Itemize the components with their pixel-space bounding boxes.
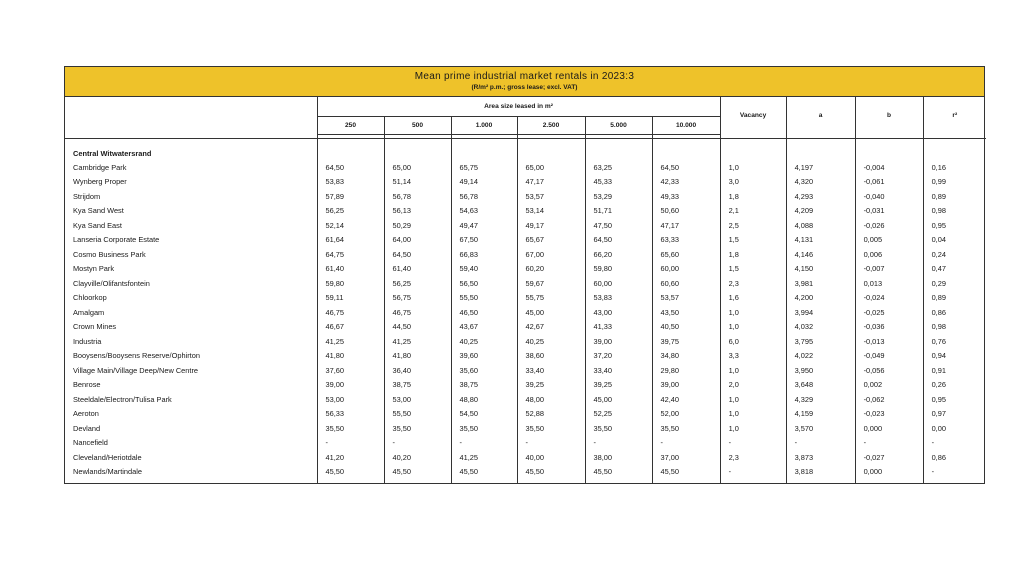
rental-cell: 56,25 [317,204,384,219]
rental-cell: 47,17 [652,218,720,233]
rental-cell: 34,80 [652,349,720,364]
vacancy-cell: 2,3 [720,450,786,465]
r2-header: r² [923,97,986,135]
rental-cell: 52,00 [652,407,720,422]
vacancy-cell: 1,0 [720,407,786,422]
r2-cell: 0,99 [923,175,986,190]
vacancy-cell: 3,3 [720,349,786,364]
rental-cell: 29,80 [652,363,720,378]
b-cell: 0,002 [855,378,923,393]
rental-cell: 64,50 [384,247,451,262]
a-cell: 3,950 [786,363,855,378]
rental-cell: 40,25 [517,334,585,349]
b-cell: -0,004 [855,160,923,175]
rental-cell: 41,25 [384,334,451,349]
rental-cell: 59,80 [317,276,384,291]
b-cell: -0,040 [855,189,923,204]
rental-cell: 59,80 [585,262,652,277]
size-header: 5.000 [585,117,652,135]
rental-cell: - [317,436,384,451]
rental-cell: 39,25 [585,378,652,393]
rental-cell: 45,50 [517,465,585,484]
table-row [65,392,986,407]
rental-cell: 54,50 [451,407,517,422]
rental-cell: 35,50 [517,421,585,436]
rental-cell: 46,67 [317,320,384,335]
r2-cell: 0,94 [923,349,986,364]
rental-cell: 46,50 [451,305,517,320]
table-title-banner [65,67,984,97]
rental-cell: 55,50 [451,291,517,306]
r2-cell: 0,29 [923,276,986,291]
header-blank [65,97,317,135]
area-name-cell: Wynberg Proper [73,177,127,187]
rental-cell: 41,20 [317,450,384,465]
rental-cell: 39,60 [451,349,517,364]
rental-cell: 37,60 [317,363,384,378]
table-row [65,160,986,175]
rental-cell: 42,33 [652,175,720,190]
vacancy-cell: 1,0 [720,392,786,407]
a-cell: 3,648 [786,378,855,393]
rental-cell: 45,00 [517,305,585,320]
a-cell: 4,197 [786,160,855,175]
vacancy-cell: 2,1 [720,204,786,219]
r2-cell: 0,76 [923,334,986,349]
b-cell: -0,027 [855,450,923,465]
a-cell: 4,329 [786,392,855,407]
rental-cell: 60,00 [585,276,652,291]
rental-cell: 56,78 [451,189,517,204]
rental-cell: 42,67 [517,320,585,335]
rental-cell: 33,40 [517,363,585,378]
a-header: a [786,97,855,135]
vacancy-cell: 1,8 [720,189,786,204]
rental-cell: 56,78 [384,189,451,204]
table-row [65,436,986,451]
rental-cell: 65,00 [517,160,585,175]
rental-cell: 66,20 [585,247,652,262]
rental-cell: 38,00 [585,450,652,465]
rental-cell: 56,33 [317,407,384,422]
rental-cell: 54,63 [451,204,517,219]
a-cell: 4,032 [786,320,855,335]
rental-cell: 52,25 [585,407,652,422]
a-cell: 4,146 [786,247,855,262]
vacancy-header: Vacancy [720,97,786,135]
rental-cell: - [652,436,720,451]
b-cell: 0,013 [855,276,923,291]
a-cell: 3,873 [786,450,855,465]
table-row [65,218,986,233]
rental-cell: 53,57 [652,291,720,306]
rental-cell: 35,50 [652,421,720,436]
rental-cell: 65,75 [451,160,517,175]
b-cell: -0,023 [855,407,923,422]
rental-cell: 59,11 [317,291,384,306]
table-row [65,262,986,277]
size-header: 500 [384,117,451,135]
table-row [65,233,986,248]
r2-cell: 0,24 [923,247,986,262]
vacancy-cell: 1,0 [720,421,786,436]
rental-cell: 37,20 [585,349,652,364]
rental-cell: 56,25 [384,276,451,291]
a-cell: 3,570 [786,421,855,436]
vacancy-cell: 1,0 [720,363,786,378]
rental-cell: 49,14 [451,175,517,190]
b-header: b [855,97,923,135]
a-cell: 3,994 [786,305,855,320]
rental-cell: 50,29 [384,218,451,233]
r2-cell: 0,86 [923,450,986,465]
table-row [65,421,986,436]
b-cell: 0,000 [855,421,923,436]
table-row [65,175,986,190]
r2-cell: 0,86 [923,305,986,320]
rental-cell: 51,14 [384,175,451,190]
table-title: Mean prime industrial market rentals in 2023:3 [414,71,635,82]
rental-cell: 35,50 [585,421,652,436]
a-cell: 4,200 [786,291,855,306]
vacancy-cell: 3,0 [720,175,786,190]
rental-cell: 67,00 [517,247,585,262]
vacancy-cell: 1,8 [720,247,786,262]
rental-cell: 43,67 [451,320,517,335]
a-cell: 4,159 [786,407,855,422]
vacancy-cell: 1,5 [720,233,786,248]
a-cell: - [786,436,855,451]
rental-cell: 45,00 [585,392,652,407]
rentals-table [65,97,986,483]
rental-cell: - [384,436,451,451]
a-cell: 3,981 [786,276,855,291]
rental-cell: 45,50 [652,465,720,484]
rental-cell: 47,17 [517,175,585,190]
b-cell: -0,024 [855,291,923,306]
table-row [65,349,986,364]
area-name-cell: Clayville/Olifantsfontein [73,278,150,288]
rental-cell: 37,00 [652,450,720,465]
a-cell: 4,131 [786,233,855,248]
area-name-cell: Strijdom [73,191,101,201]
rental-cell: 38,75 [451,378,517,393]
rental-cell: 64,50 [652,160,720,175]
rentals-table-panel [64,66,985,484]
rental-cell: 56,75 [384,291,451,306]
a-cell: 4,150 [786,262,855,277]
b-cell: -0,062 [855,392,923,407]
area-name-cell: Lanseria Corporate Estate [73,235,160,245]
rental-cell: 60,60 [652,276,720,291]
table-row [65,204,986,219]
a-cell: 3,795 [786,334,855,349]
rental-cell: 48,80 [451,392,517,407]
rental-cell: 35,50 [317,421,384,436]
r2-cell: - [923,436,986,451]
rental-cell: 65,67 [517,233,585,248]
rental-cell: 61,40 [317,262,384,277]
rental-cell: 53,14 [517,204,585,219]
area-name-cell: Benrose [73,380,101,390]
r2-cell: 0,98 [923,320,986,335]
area-name-cell: Booysens/Booysens Reserve/Ophirton [73,351,200,361]
a-cell: 4,022 [786,349,855,364]
r2-cell: 0,98 [923,204,986,219]
r2-cell: 0,04 [923,233,986,248]
rental-cell: 45,33 [585,175,652,190]
rental-cell: 51,71 [585,204,652,219]
vacancy-cell: 1,6 [720,291,786,306]
table-row [65,450,986,465]
rental-cell: 36,40 [384,363,451,378]
b-cell: 0,000 [855,465,923,484]
rental-cell: 63,25 [585,160,652,175]
table-row [65,247,986,262]
rental-cell: 41,25 [451,450,517,465]
rental-cell: 60,20 [517,262,585,277]
rental-cell: 53,83 [317,175,384,190]
rental-cell: 56,50 [451,276,517,291]
rental-cell: - [517,436,585,451]
rental-cell: 53,83 [585,291,652,306]
b-cell: -0,013 [855,334,923,349]
b-cell: -0,056 [855,363,923,378]
area-name-cell: Kya Sand West [73,206,124,216]
area-name-cell: Cleveland/Heriotdale [73,452,142,462]
rental-cell: 60,00 [652,262,720,277]
r2-cell: 0,95 [923,392,986,407]
rental-cell: 38,75 [384,378,451,393]
table-row [65,320,986,335]
vacancy-cell: - [720,465,786,484]
rental-cell: 43,00 [585,305,652,320]
area-name-cell: Village Main/Village Deep/New Centre [73,365,199,375]
rental-cell: 53,29 [585,189,652,204]
rental-cell: - [585,436,652,451]
a-cell: 4,088 [786,218,855,233]
table-row [65,378,986,393]
table-subtitle: (R/m² p.m.; gross lease; excl. VAT) [471,84,578,91]
table-row [65,407,986,422]
rental-cell: 61,64 [317,233,384,248]
area-name-cell: Cambridge Park [73,162,127,172]
rental-cell: 48,00 [517,392,585,407]
rental-cell: 44,50 [384,320,451,335]
rental-cell: 39,00 [585,334,652,349]
rental-cell: 45,50 [384,465,451,484]
vacancy-cell: 1,0 [720,305,786,320]
area-name-cell: Newlands/Martindale [73,467,143,477]
table-row [65,334,986,349]
rental-cell: 35,50 [384,421,451,436]
r2-cell: 0,89 [923,189,986,204]
rental-cell: 65,60 [652,247,720,262]
area-name-cell: Aeroton [73,409,99,419]
rental-cell: 46,75 [317,305,384,320]
table-row [65,465,986,484]
vacancy-cell: 1,0 [720,160,786,175]
rental-cell: 41,80 [317,349,384,364]
r2-cell: 0,26 [923,378,986,393]
vacancy-cell: - [720,436,786,451]
rental-cell: 50,60 [652,204,720,219]
rental-cell: 49,33 [652,189,720,204]
b-cell: 0,005 [855,233,923,248]
rental-cell: 40,20 [384,450,451,465]
rental-cell: 64,50 [585,233,652,248]
rental-cell: 56,13 [384,204,451,219]
area-name-cell: Chloorkop [73,293,107,303]
r2-cell: 0,91 [923,363,986,378]
rental-cell: 64,00 [384,233,451,248]
rental-cell: 38,60 [517,349,585,364]
size-header: 250 [317,117,384,135]
rental-cell: 53,00 [384,392,451,407]
vacancy-cell: 2,0 [720,378,786,393]
rental-cell: 40,50 [652,320,720,335]
rental-cell: 55,75 [517,291,585,306]
area-name-cell: Cosmo Business Park [73,249,146,259]
rental-cell: 39,25 [517,378,585,393]
b-cell: -0,026 [855,218,923,233]
rental-cell: 49,17 [517,218,585,233]
size-header: 2.500 [517,117,585,135]
rental-cell: 65,00 [384,160,451,175]
rental-cell: 41,25 [317,334,384,349]
a-cell: 3,818 [786,465,855,484]
area-name-cell: Crown Mines [73,322,117,332]
area-name-cell: Nancefield [73,438,108,448]
area-name-cell: Amalgam [73,307,105,317]
b-cell: -0,007 [855,262,923,277]
size-header: 10.000 [652,117,720,135]
b-cell: -0,061 [855,175,923,190]
rental-cell: 63,33 [652,233,720,248]
area-name-cell: Kya Sand East [73,220,122,230]
rental-cell: 53,57 [517,189,585,204]
rental-cell: 39,00 [652,378,720,393]
area-name-cell: Mostyn Park [73,264,115,274]
area-group-header: Area size leased in m² [317,97,720,117]
r2-cell: 0,47 [923,262,986,277]
rental-cell: 41,33 [585,320,652,335]
vacancy-cell: 6,0 [720,334,786,349]
rental-cell: 45,50 [585,465,652,484]
vacancy-cell: 1,0 [720,320,786,335]
vacancy-cell: 2,3 [720,276,786,291]
rental-cell: 35,50 [451,421,517,436]
rental-cell: 45,50 [317,465,384,484]
r2-cell: - [923,465,986,484]
area-name-cell: Steeldale/Electron/Tulisa Park [73,394,172,404]
table-row [65,276,986,291]
r2-cell: 0,00 [923,421,986,436]
rental-cell: 52,88 [517,407,585,422]
rental-cell: 57,89 [317,189,384,204]
b-cell: -0,049 [855,349,923,364]
rental-cell: 52,14 [317,218,384,233]
a-cell: 4,320 [786,175,855,190]
rental-cell: 40,25 [451,334,517,349]
rental-cell: 61,40 [384,262,451,277]
rental-cell: 39,75 [652,334,720,349]
rental-cell: 40,00 [517,450,585,465]
a-cell: 4,209 [786,204,855,219]
table-row [65,305,986,320]
rental-cell: 45,50 [451,465,517,484]
rental-cell: 66,83 [451,247,517,262]
rental-cell: 39,00 [317,378,384,393]
rental-cell: 33,40 [585,363,652,378]
table-row [65,189,986,204]
r2-cell: 0,89 [923,291,986,306]
rental-cell: 42,40 [652,392,720,407]
b-cell: -0,025 [855,305,923,320]
b-cell: -0,036 [855,320,923,335]
b-cell: -0,031 [855,204,923,219]
area-name-cell: Devland [73,423,101,433]
rental-cell: 64,50 [317,160,384,175]
rental-cell: 64,75 [317,247,384,262]
vacancy-cell: 1,5 [720,262,786,277]
section-label: Central Witwatersrand [73,149,152,158]
rental-cell: 59,67 [517,276,585,291]
rental-cell: 46,75 [384,305,451,320]
vacancy-cell: 2,5 [720,218,786,233]
rental-cell: - [451,436,517,451]
rental-cell: 55,50 [384,407,451,422]
size-header: 1.000 [451,117,517,135]
area-name-cell: Industria [73,336,102,346]
rental-cell: 41,80 [384,349,451,364]
rental-cell: 59,40 [451,262,517,277]
rental-cell: 67,50 [451,233,517,248]
r2-cell: 0,97 [923,407,986,422]
table-row [65,291,986,306]
r2-cell: 0,16 [923,160,986,175]
rental-cell: 43,50 [652,305,720,320]
rental-cell: 49,47 [451,218,517,233]
b-cell: - [855,436,923,451]
a-cell: 4,293 [786,189,855,204]
r2-cell: 0,95 [923,218,986,233]
b-cell: 0,006 [855,247,923,262]
section-row [65,139,986,161]
rental-cell: 53,00 [317,392,384,407]
rental-cell: 35,60 [451,363,517,378]
table-row [65,363,986,378]
rental-cell: 47,50 [585,218,652,233]
